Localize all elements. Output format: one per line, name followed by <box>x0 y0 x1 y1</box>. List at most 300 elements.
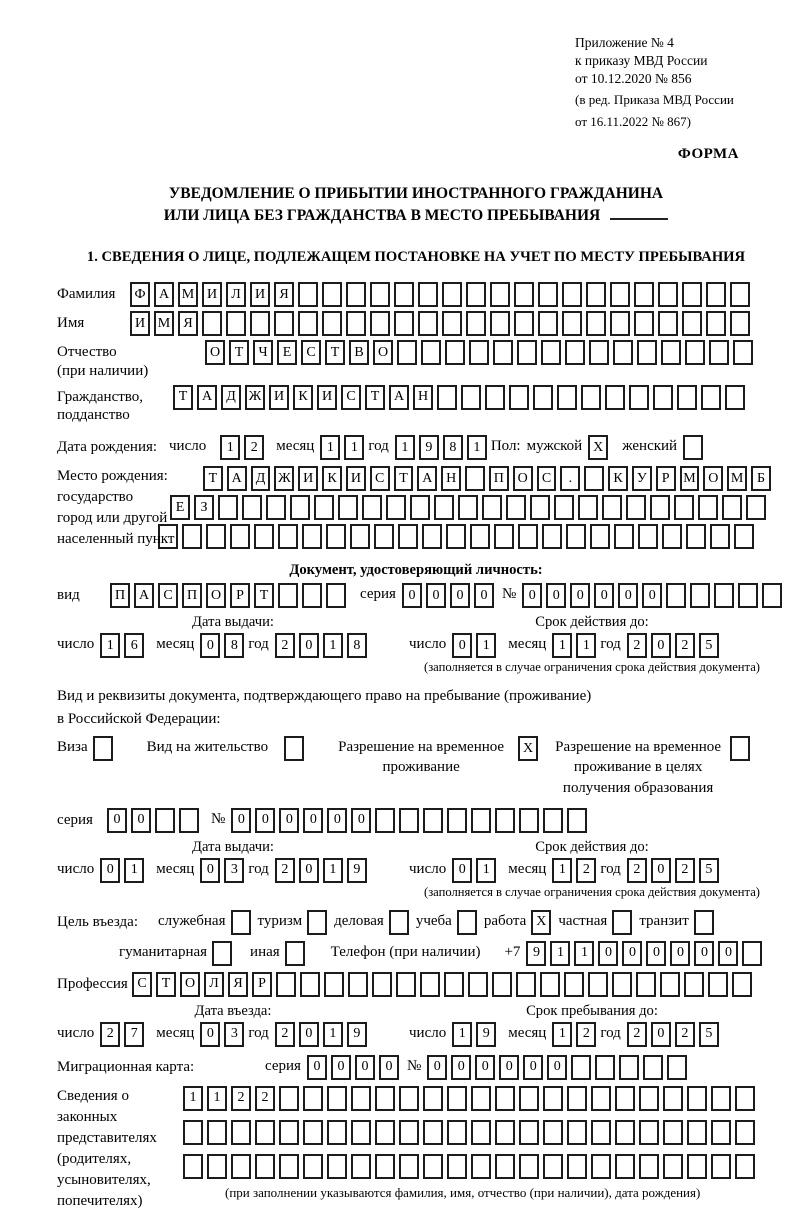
char-cell[interactable]: 1 <box>323 633 343 658</box>
char-cell[interactable]: 5 <box>699 633 719 658</box>
char-cell[interactable]: С <box>301 340 321 365</box>
char-cell[interactable]: 9 <box>347 1022 367 1047</box>
char-cell[interactable] <box>538 282 558 307</box>
char-cell[interactable]: 0 <box>303 808 323 833</box>
char-cell[interactable]: 2 <box>627 1022 647 1047</box>
char-cell[interactable] <box>742 941 762 966</box>
char-cell[interactable]: 0 <box>100 858 120 883</box>
char-cell[interactable]: 0 <box>452 858 472 883</box>
char-cell[interactable] <box>266 495 286 520</box>
char-cell[interactable]: 0 <box>107 808 127 833</box>
char-cell[interactable]: 1 <box>323 858 343 883</box>
char-cell[interactable] <box>326 583 346 608</box>
char-cell[interactable]: 5 <box>699 1022 719 1047</box>
char-cell[interactable] <box>540 972 560 997</box>
char-cell[interactable]: 0 <box>522 583 542 608</box>
humanitarian-checkbox[interactable] <box>212 941 232 966</box>
char-cell[interactable] <box>682 282 702 307</box>
char-cell[interactable] <box>290 495 310 520</box>
char-cell[interactable] <box>303 1154 323 1179</box>
char-cell[interactable]: Ф <box>130 282 150 307</box>
char-cell[interactable]: М <box>154 311 174 336</box>
char-cell[interactable]: Т <box>365 385 385 410</box>
char-cell[interactable]: 0 <box>379 1055 399 1080</box>
char-cell[interactable] <box>471 1154 491 1179</box>
char-cell[interactable]: 2 <box>275 858 295 883</box>
char-cell[interactable]: 0 <box>299 633 319 658</box>
char-cell[interactable] <box>730 311 750 336</box>
char-cell[interactable]: 1 <box>476 858 496 883</box>
char-cell[interactable] <box>530 495 550 520</box>
char-cell[interactable] <box>586 311 606 336</box>
char-cell[interactable] <box>687 1120 707 1145</box>
char-cell[interactable]: А <box>389 385 409 410</box>
char-cell[interactable] <box>314 495 334 520</box>
char-cell[interactable] <box>370 311 390 336</box>
char-cell[interactable] <box>701 385 721 410</box>
char-cell[interactable] <box>399 1086 419 1111</box>
char-cell[interactable]: 0 <box>651 633 671 658</box>
char-cell[interactable]: 1 <box>395 435 415 460</box>
char-cell[interactable] <box>519 808 539 833</box>
char-cell[interactable] <box>629 385 649 410</box>
char-cell[interactable]: 0 <box>427 1055 447 1080</box>
char-cell[interactable]: 1 <box>574 941 594 966</box>
char-cell[interactable]: 0 <box>594 583 614 608</box>
char-cell[interactable]: 0 <box>299 1022 319 1047</box>
char-cell[interactable] <box>155 808 175 833</box>
char-cell[interactable] <box>495 808 515 833</box>
char-cell[interactable] <box>465 466 485 491</box>
char-cell[interactable]: 0 <box>474 583 494 608</box>
char-cell[interactable] <box>437 385 457 410</box>
char-cell[interactable]: 0 <box>452 633 472 658</box>
char-cell[interactable]: 2 <box>627 858 647 883</box>
char-cell[interactable] <box>709 340 729 365</box>
char-cell[interactable] <box>639 1086 659 1111</box>
char-cell[interactable] <box>207 1120 227 1145</box>
char-cell[interactable] <box>509 385 529 410</box>
char-cell[interactable] <box>658 311 678 336</box>
char-cell[interactable]: 1 <box>207 1086 227 1111</box>
char-cell[interactable] <box>303 1120 323 1145</box>
char-cell[interactable] <box>298 311 318 336</box>
char-cell[interactable] <box>643 1055 663 1080</box>
char-cell[interactable] <box>485 385 505 410</box>
char-cell[interactable]: 2 <box>576 1022 596 1047</box>
char-cell[interactable] <box>423 1120 443 1145</box>
char-cell[interactable]: М <box>178 282 198 307</box>
char-cell[interactable] <box>423 808 443 833</box>
char-cell[interactable] <box>351 1086 371 1111</box>
char-cell[interactable] <box>410 495 430 520</box>
char-cell[interactable] <box>734 524 754 549</box>
char-cell[interactable]: 0 <box>475 1055 495 1080</box>
char-cell[interactable] <box>735 1154 755 1179</box>
char-cell[interactable]: 1 <box>552 633 572 658</box>
char-cell[interactable] <box>714 583 734 608</box>
char-cell[interactable]: 0 <box>646 941 666 966</box>
char-cell[interactable]: . <box>560 466 580 491</box>
char-cell[interactable] <box>543 1154 563 1179</box>
char-cell[interactable] <box>327 1120 347 1145</box>
char-cell[interactable] <box>634 282 654 307</box>
char-cell[interactable]: М <box>680 466 700 491</box>
char-cell[interactable] <box>255 1120 275 1145</box>
tourism-checkbox[interactable] <box>307 910 327 935</box>
char-cell[interactable] <box>661 340 681 365</box>
char-cell[interactable]: К <box>322 466 342 491</box>
char-cell[interactable]: 0 <box>231 808 251 833</box>
char-cell[interactable]: И <box>202 282 222 307</box>
char-cell[interactable]: 0 <box>642 583 662 608</box>
char-cell[interactable]: Т <box>325 340 345 365</box>
char-cell[interactable] <box>418 282 438 307</box>
char-cell[interactable]: 2 <box>576 858 596 883</box>
char-cell[interactable]: И <box>298 466 318 491</box>
char-cell[interactable]: 6 <box>124 633 144 658</box>
char-cell[interactable] <box>615 1086 635 1111</box>
char-cell[interactable] <box>375 1086 395 1111</box>
char-cell[interactable] <box>279 1154 299 1179</box>
char-cell[interactable] <box>762 583 782 608</box>
char-cell[interactable] <box>517 340 537 365</box>
char-cell[interactable] <box>298 282 318 307</box>
char-cell[interactable] <box>447 808 467 833</box>
char-cell[interactable]: 1 <box>452 1022 472 1047</box>
char-cell[interactable] <box>562 282 582 307</box>
char-cell[interactable]: С <box>341 385 361 410</box>
char-cell[interactable]: 5 <box>699 858 719 883</box>
char-cell[interactable] <box>348 972 368 997</box>
char-cell[interactable] <box>423 1086 443 1111</box>
char-cell[interactable] <box>711 1120 731 1145</box>
char-cell[interactable]: С <box>132 972 152 997</box>
char-cell[interactable]: А <box>197 385 217 410</box>
char-cell[interactable] <box>557 385 577 410</box>
char-cell[interactable]: Ж <box>245 385 265 410</box>
char-cell[interactable]: 8 <box>443 435 463 460</box>
char-cell[interactable] <box>519 1154 539 1179</box>
char-cell[interactable] <box>706 282 726 307</box>
char-cell[interactable] <box>397 340 417 365</box>
char-cell[interactable] <box>687 1154 707 1179</box>
residence-permit-checkbox[interactable] <box>284 736 304 761</box>
char-cell[interactable] <box>735 1086 755 1111</box>
char-cell[interactable]: 0 <box>651 858 671 883</box>
char-cell[interactable] <box>399 1120 419 1145</box>
char-cell[interactable] <box>614 524 634 549</box>
char-cell[interactable]: 0 <box>547 1055 567 1080</box>
char-cell[interactable] <box>322 282 342 307</box>
char-cell[interactable]: Р <box>252 972 272 997</box>
char-cell[interactable]: И <box>317 385 337 410</box>
char-cell[interactable]: С <box>158 583 178 608</box>
char-cell[interactable] <box>324 972 344 997</box>
char-cell[interactable]: 0 <box>523 1055 543 1080</box>
char-cell[interactable] <box>663 1120 683 1145</box>
char-cell[interactable] <box>420 972 440 997</box>
char-cell[interactable] <box>706 311 726 336</box>
char-cell[interactable]: 7 <box>124 1022 144 1047</box>
char-cell[interactable] <box>636 972 656 997</box>
char-cell[interactable]: И <box>269 385 289 410</box>
char-cell[interactable] <box>471 1120 491 1145</box>
char-cell[interactable] <box>255 1154 275 1179</box>
char-cell[interactable] <box>677 385 697 410</box>
char-cell[interactable] <box>610 282 630 307</box>
char-cell[interactable] <box>471 808 491 833</box>
char-cell[interactable] <box>650 495 670 520</box>
char-cell[interactable]: 1 <box>100 633 120 658</box>
char-cell[interactable] <box>662 524 682 549</box>
char-cell[interactable] <box>613 340 633 365</box>
char-cell[interactable] <box>446 524 466 549</box>
char-cell[interactable] <box>302 524 322 549</box>
char-cell[interactable] <box>351 1120 371 1145</box>
char-cell[interactable] <box>338 495 358 520</box>
char-cell[interactable]: Т <box>229 340 249 365</box>
char-cell[interactable] <box>543 1086 563 1111</box>
char-cell[interactable] <box>444 972 464 997</box>
char-cell[interactable]: Е <box>170 495 190 520</box>
visa-checkbox[interactable] <box>93 736 113 761</box>
char-cell[interactable] <box>610 311 630 336</box>
char-cell[interactable] <box>327 1086 347 1111</box>
char-cell[interactable]: 8 <box>224 633 244 658</box>
char-cell[interactable] <box>738 583 758 608</box>
char-cell[interactable]: О <box>206 583 226 608</box>
char-cell[interactable]: 3 <box>224 858 244 883</box>
char-cell[interactable] <box>445 340 465 365</box>
char-cell[interactable] <box>394 311 414 336</box>
char-cell[interactable]: 2 <box>244 435 264 460</box>
char-cell[interactable]: 9 <box>419 435 439 460</box>
char-cell[interactable]: Р <box>230 583 250 608</box>
char-cell[interactable]: 1 <box>552 1022 572 1047</box>
char-cell[interactable] <box>698 495 718 520</box>
char-cell[interactable]: 0 <box>307 1055 327 1080</box>
char-cell[interactable]: 1 <box>183 1086 203 1111</box>
char-cell[interactable] <box>682 311 702 336</box>
char-cell[interactable] <box>386 495 406 520</box>
char-cell[interactable] <box>370 282 390 307</box>
char-cell[interactable]: Т <box>394 466 414 491</box>
char-cell[interactable]: И <box>130 311 150 336</box>
char-cell[interactable] <box>663 1086 683 1111</box>
char-cell[interactable]: 1 <box>220 435 240 460</box>
char-cell[interactable] <box>667 1055 687 1080</box>
char-cell[interactable]: О <box>180 972 200 997</box>
char-cell[interactable] <box>493 340 513 365</box>
char-cell[interactable] <box>226 311 246 336</box>
char-cell[interactable]: О <box>703 466 723 491</box>
char-cell[interactable]: 1 <box>576 633 596 658</box>
char-cell[interactable] <box>541 340 561 365</box>
char-cell[interactable] <box>732 972 752 997</box>
char-cell[interactable] <box>495 1154 515 1179</box>
char-cell[interactable] <box>231 1120 251 1145</box>
char-cell[interactable] <box>218 495 238 520</box>
char-cell[interactable]: А <box>154 282 174 307</box>
char-cell[interactable]: 0 <box>546 583 566 608</box>
char-cell[interactable]: 0 <box>426 583 446 608</box>
char-cell[interactable]: К <box>608 466 628 491</box>
char-cell[interactable]: 2 <box>100 1022 120 1047</box>
char-cell[interactable]: 0 <box>499 1055 519 1080</box>
char-cell[interactable] <box>543 1120 563 1145</box>
char-cell[interactable]: 0 <box>670 941 690 966</box>
char-cell[interactable] <box>538 311 558 336</box>
char-cell[interactable] <box>543 808 563 833</box>
char-cell[interactable] <box>674 495 694 520</box>
char-cell[interactable]: 3 <box>224 1022 244 1047</box>
temp-residence-checkbox[interactable]: X <box>518 736 538 761</box>
char-cell[interactable] <box>519 1086 539 1111</box>
char-cell[interactable] <box>566 524 586 549</box>
char-cell[interactable]: 0 <box>618 583 638 608</box>
char-cell[interactable] <box>584 466 604 491</box>
char-cell[interactable] <box>375 808 395 833</box>
char-cell[interactable] <box>375 1154 395 1179</box>
char-cell[interactable] <box>685 340 705 365</box>
char-cell[interactable] <box>303 1086 323 1111</box>
char-cell[interactable]: 0 <box>327 808 347 833</box>
char-cell[interactable]: М <box>727 466 747 491</box>
char-cell[interactable] <box>514 282 534 307</box>
char-cell[interactable]: 2 <box>255 1086 275 1111</box>
char-cell[interactable]: 2 <box>675 1022 695 1047</box>
char-cell[interactable] <box>571 1055 591 1080</box>
char-cell[interactable]: У <box>632 466 652 491</box>
char-cell[interactable] <box>711 1154 731 1179</box>
char-cell[interactable] <box>663 1154 683 1179</box>
char-cell[interactable] <box>278 524 298 549</box>
char-cell[interactable] <box>490 282 510 307</box>
char-cell[interactable]: О <box>205 340 225 365</box>
char-cell[interactable]: 0 <box>200 633 220 658</box>
char-cell[interactable]: 2 <box>675 858 695 883</box>
char-cell[interactable]: Ч <box>253 340 273 365</box>
char-cell[interactable]: А <box>134 583 154 608</box>
char-cell[interactable] <box>578 495 598 520</box>
char-cell[interactable] <box>733 340 753 365</box>
char-cell[interactable]: Я <box>274 282 294 307</box>
char-cell[interactable] <box>519 1120 539 1145</box>
char-cell[interactable]: 2 <box>275 633 295 658</box>
char-cell[interactable]: Т <box>203 466 223 491</box>
char-cell[interactable] <box>254 524 274 549</box>
char-cell[interactable]: 0 <box>331 1055 351 1080</box>
char-cell[interactable] <box>302 583 322 608</box>
char-cell[interactable]: 9 <box>476 1022 496 1047</box>
char-cell[interactable] <box>591 1154 611 1179</box>
char-cell[interactable] <box>506 495 526 520</box>
char-cell[interactable]: 0 <box>131 808 151 833</box>
char-cell[interactable]: С <box>370 466 390 491</box>
char-cell[interactable] <box>639 1154 659 1179</box>
char-cell[interactable]: А <box>227 466 247 491</box>
char-cell[interactable]: О <box>373 340 393 365</box>
char-cell[interactable]: 9 <box>347 858 367 883</box>
char-cell[interactable] <box>615 1120 635 1145</box>
char-cell[interactable]: Л <box>204 972 224 997</box>
char-cell[interactable] <box>722 495 742 520</box>
char-cell[interactable]: 2 <box>675 633 695 658</box>
official-checkbox[interactable] <box>231 910 251 935</box>
char-cell[interactable] <box>518 524 538 549</box>
char-cell[interactable] <box>591 1120 611 1145</box>
char-cell[interactable] <box>442 311 462 336</box>
char-cell[interactable]: 1 <box>467 435 487 460</box>
char-cell[interactable]: 0 <box>570 583 590 608</box>
sex-female-checkbox[interactable] <box>683 435 703 460</box>
char-cell[interactable] <box>710 524 730 549</box>
char-cell[interactable] <box>564 972 584 997</box>
char-cell[interactable] <box>565 340 585 365</box>
char-cell[interactable] <box>735 1120 755 1145</box>
char-cell[interactable] <box>495 1086 515 1111</box>
char-cell[interactable]: 0 <box>694 941 714 966</box>
char-cell[interactable]: 1 <box>552 858 572 883</box>
char-cell[interactable] <box>639 1120 659 1145</box>
char-cell[interactable]: 0 <box>351 808 371 833</box>
char-cell[interactable]: 0 <box>402 583 422 608</box>
char-cell[interactable] <box>202 311 222 336</box>
char-cell[interactable] <box>581 385 601 410</box>
char-cell[interactable] <box>447 1086 467 1111</box>
char-cell[interactable] <box>468 972 488 997</box>
char-cell[interactable] <box>516 972 536 997</box>
char-cell[interactable]: В <box>349 340 369 365</box>
char-cell[interactable]: Л <box>226 282 246 307</box>
char-cell[interactable]: Н <box>413 385 433 410</box>
char-cell[interactable] <box>458 495 478 520</box>
char-cell[interactable] <box>554 495 574 520</box>
char-cell[interactable] <box>421 340 441 365</box>
char-cell[interactable]: 1 <box>124 858 144 883</box>
char-cell[interactable] <box>469 340 489 365</box>
char-cell[interactable] <box>660 972 680 997</box>
char-cell[interactable] <box>637 340 657 365</box>
char-cell[interactable] <box>442 282 462 307</box>
char-cell[interactable] <box>605 385 625 410</box>
char-cell[interactable]: Е <box>277 340 297 365</box>
char-cell[interactable] <box>394 282 414 307</box>
char-cell[interactable] <box>434 495 454 520</box>
char-cell[interactable]: Д <box>251 466 271 491</box>
char-cell[interactable]: 0 <box>200 858 220 883</box>
char-cell[interactable] <box>653 385 673 410</box>
char-cell[interactable]: Н <box>441 466 461 491</box>
char-cell[interactable]: С <box>537 466 557 491</box>
char-cell[interactable]: И <box>250 282 270 307</box>
other-checkbox[interactable] <box>285 941 305 966</box>
char-cell[interactable]: 0 <box>299 858 319 883</box>
char-cell[interactable] <box>279 1120 299 1145</box>
char-cell[interactable]: 2 <box>275 1022 295 1047</box>
char-cell[interactable]: 1 <box>344 435 364 460</box>
char-cell[interactable]: 0 <box>718 941 738 966</box>
transit-checkbox[interactable] <box>694 910 714 935</box>
char-cell[interactable]: 0 <box>651 1022 671 1047</box>
char-cell[interactable] <box>533 385 553 410</box>
char-cell[interactable] <box>684 972 704 997</box>
char-cell[interactable] <box>326 524 346 549</box>
char-cell[interactable]: Т <box>173 385 193 410</box>
char-cell[interactable]: 0 <box>622 941 642 966</box>
char-cell[interactable] <box>588 972 608 997</box>
